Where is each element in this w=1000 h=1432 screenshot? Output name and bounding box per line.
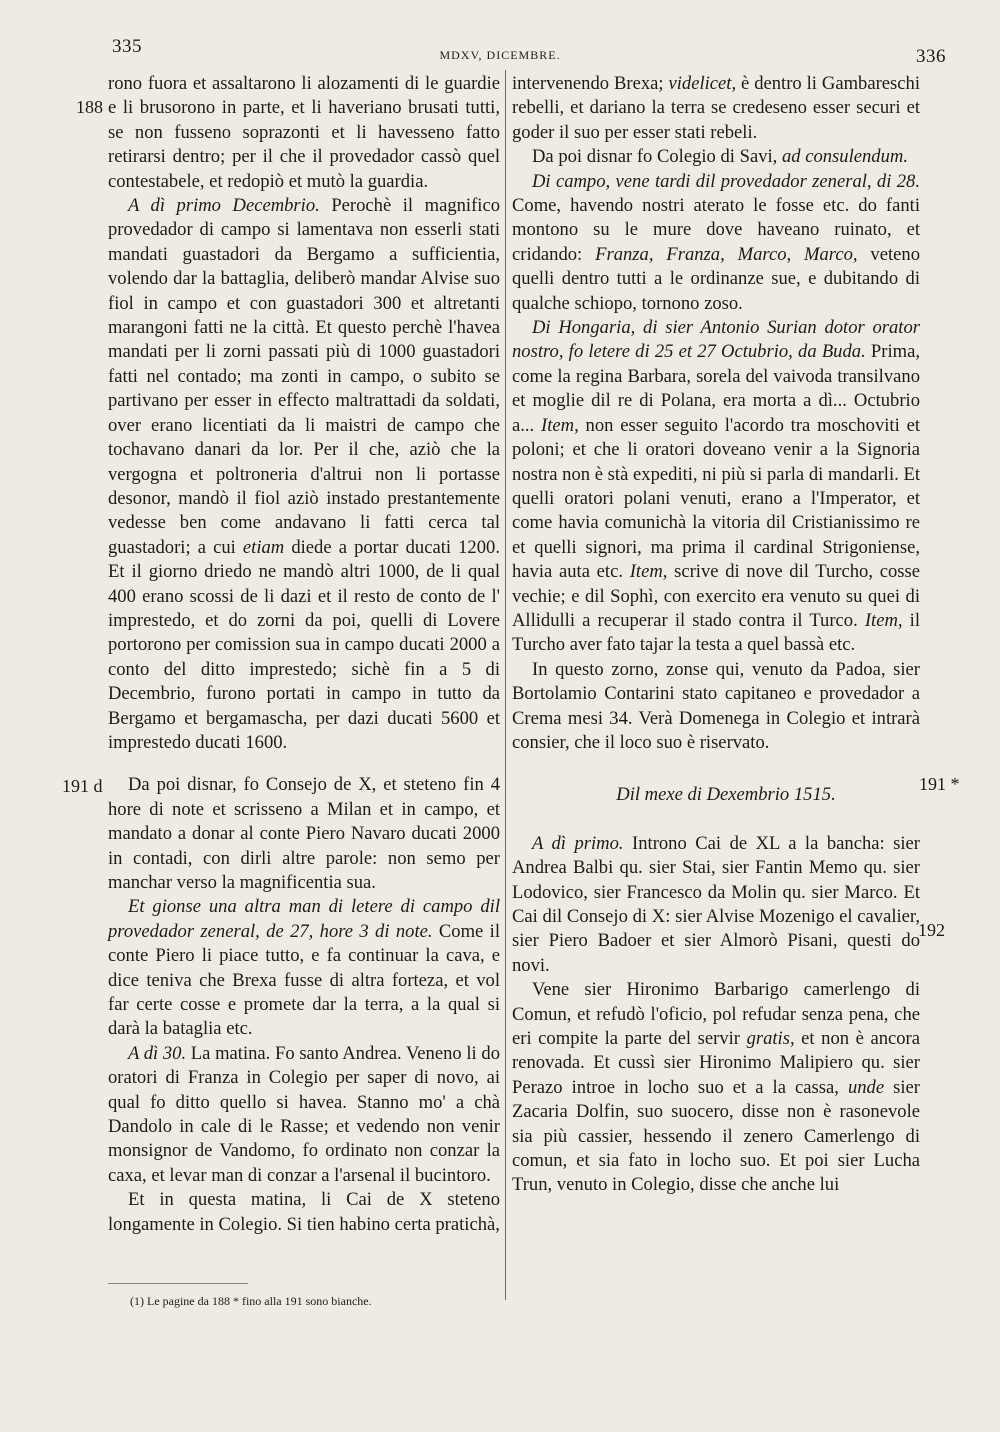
paragraph	[512, 978, 920, 1198]
date-heading: A dì primo.	[532, 832, 624, 854]
date-heading: A dì 30.	[128, 1042, 187, 1064]
text: intervenendo Brexa;	[512, 73, 669, 94]
page-number-left: 335	[112, 36, 142, 57]
text: Prima, come la regina Barbara, sorela del vaivoda transilvano et moglie dil re di Polana, era morta a dì... Octubrio a...	[512, 341, 920, 436]
text: Come il conte Piero li piace tutto, e fa continuar la cava, e dice teniva che Brexa fusse di altra forteza, et vol far certe cosse e promete dar la terra, a la qual si darà la bataglia etc.	[108, 920, 500, 1040]
letter-heading: Di campo, vene tardi dil provedador zeneral, di 28.	[532, 170, 920, 192]
text: il Turcho aver fato tajar la testa a quel bassà etc.	[512, 609, 921, 656]
left-column	[108, 72, 500, 1237]
letter-heading: Di Hongaria, di sier Antonio Surian dotor orator nostro, fo letere di 25 et 27 Octubrio, da Buda.	[512, 317, 920, 363]
text: La matina. Fo santo Andrea. Veneno li do oratori di Franza in Colegio per saper di novo, ai qual fo ditto quello si havea. Stanno mo' a chà Dandolo in cale di le Rasse; et vedendo non venir monsignor de Vandomo, fo ordinato non conzar la caxa, et levar man di conzar a l'arsenal il bucintoro.	[108, 1042, 500, 1186]
text: scrive di nove dil Turcho, cosse vechie; e dil Sophì, con exercito era venuto su quei di Allidulli a recuperar il stado contra il Turco.	[512, 561, 920, 631]
latin-term: gratis,	[746, 1028, 795, 1050]
text: et non è ancora renovada. Et cussì sier Hironimo Malipiero qu. sier Perazo introe in locho suo et a la cassa,	[512, 1028, 920, 1098]
margin-number-191s: 191 *	[919, 774, 960, 794]
latin-term: Item,	[864, 609, 903, 631]
paragraph	[512, 832, 920, 978]
paragraph	[512, 145, 920, 169]
paragraph	[108, 194, 500, 755]
right-column	[512, 72, 920, 1198]
footnote: (1) Le pagine da 188 * fino alla 191 sono bianche.	[130, 1294, 372, 1308]
text: è dentro li Gambareschi rebelli, et dariano la terra se credeseno esser securi et goder il suo per esser stati rebeli.	[512, 73, 920, 143]
footnote-rule	[108, 1283, 248, 1284]
text: In questo zorno, zonse qui, venuto da Padoa, sier Bortolamio Contarini stato capitaneo e provedador a Crema mesi 34. Verà Domenega in Colegio et intrarà consier, che il loco suo è riservato.	[512, 658, 920, 753]
paragraph	[512, 316, 920, 658]
paragraph	[108, 72, 500, 194]
text: veteno quelli dentro tutti a le ordinanze sue, e dubitando di qualche schiopo, tornono zoso.	[512, 243, 920, 314]
section-heading-wrap	[512, 783, 920, 807]
text: non esser seguito l'acordo tra moschoviti et poloni; et che li oratori doveano venir a la Signoria nostra non è stà expediti, ni più si parla di mandarli. Et quelli oratori polani venuti, erano a l'Imperator, et come havia comunichà la vitoria dil Cristianissimo re et quelli signori, ma prima il cardinal Strigoniense, havia auta etc.	[512, 414, 920, 583]
letter-heading: Et gionse una altra man di letere di campo dil provedador zeneral, de 27, hore 3 di note.	[108, 896, 500, 942]
text: Da poi disnar, fo Consejo de X, et steteno fin 4 hore di note et scrisseno a Milan et in campo, et mandato a donar al conte Piero Navaro ducati 2000 in contadi, con dirli altre parole: non semo per manchar verso la magnificentia sua.	[108, 774, 500, 893]
latin-term: Item,	[541, 414, 579, 436]
page-number-right: 336	[916, 46, 946, 67]
latin-term: videlicet,	[668, 73, 737, 94]
section-heading: Dil mexe di Dexembrio 1515.	[616, 784, 836, 806]
text: Introno Cai de XL a la bancha: sier Andrea Balbi qu. sier Stai, sier Fantin Memo qu. sier Lodovico, sier Francesco da Molin qu. sier Marco. Et Cai dil Consejo di X: sier Alvise Mozenigo el cavalier, sier Piero Badoer et sier Almorò Pisani, questi do novi.	[512, 832, 920, 976]
margin-number-191d: 191 d	[62, 776, 103, 796]
text: sier Zacaria Dolfin, suo suocero, disse non è rasonevole sia più cassier, hessendo il zenero Camerlengo di comun, et sia fato in locho suo. Et poi sier Lucha Trun, venuto in Colegio, disse che anche lui	[512, 1076, 920, 1196]
paragraph	[108, 1188, 500, 1237]
paragraph	[512, 72, 920, 145]
paragraph	[512, 658, 920, 756]
margin-number-188: 188	[76, 97, 103, 117]
column-divider	[505, 70, 506, 1300]
date-heading: A dì primo Decembrio.	[128, 195, 320, 217]
latin-term: ad consulendum.	[781, 146, 908, 168]
text: rono fuora et assaltarono li alozamenti di le guardie e li brusorono in parte, et li haveriano brusati tutti, se non fusseno soprazonti et li havesseno fatto retirarsi dentro; per il che il provedador cassò quel contestabele, et redopiò et mutò la guardia.	[108, 73, 500, 192]
text: diede a portar ducati 1200. Et il giorno driedo ne mandò altri 1000, de li qual 400 erano scossi de li dazi et il resto de conto de l' imprestedo, et do zorni da poi, quelli di Lovere portorono per comission sua in campo ducati 2000 a conto del ditto imprestedo; sichè fin a 5 di Decembrio, furono portati in campo in tutto da Bergamo et bergamascha, per dazi ducati 5600 et imprestedo ducati 1600.	[108, 536, 500, 753]
latin-term: unde	[847, 1076, 885, 1098]
text: Perochè il magnifico provedador di campo si lamentava non esserli stati mandati guastadori da Bergamo a sufficientia, volendo dar la battaglia, deliberò mandar Alvise suo fiol in campo et con guastadori 300 et altretanti marangoni fatti ne la città. Et questo perchè l'havea mandati per li zorni passati più di 1000 guastadori fatti nel contado; ma zonti in campo, o subito se partivano per esser in effecto maltrattadi da soldati, over erano licentiati da li maistri de campo che tochavano danari da lor. Per il che, aziò che la vergogna et poltroneria d'altrui non li portasse desonor, mandò il fiol aziò instado prestantemente vedesse ben come andavano li fatti cerca tal guastadori; a cui	[108, 195, 500, 558]
paragraph	[512, 170, 920, 316]
paragraph	[108, 895, 500, 1041]
text: Vene sier Hironimo Barbarigo camerlengo di Comun, et refudò l'oficio, pol refudar senza pena, che eri compite la parte del servir	[512, 979, 920, 1050]
quoted-cry: Franza, Franza, Marco, Marco,	[595, 243, 858, 265]
latin-term: Item,	[629, 561, 668, 583]
latin-term: etiam	[242, 536, 285, 558]
text: Et in questa matina, li Cai de X steteno longamente in Colegio. Si tien habino certa pratichà,	[108, 1189, 500, 1235]
text: Come, havendo nostri aterato le fosse etc. do fanti montono su le mure dove haveano ruinato, et cridando:	[512, 195, 920, 265]
margin-number-192: 192	[918, 920, 945, 940]
paragraph	[108, 1042, 500, 1188]
paragraph	[108, 773, 500, 895]
running-title: MDXV, DICEMBRE.	[439, 48, 561, 62]
text: Da poi disnar fo Colegio di Savi,	[532, 146, 782, 168]
